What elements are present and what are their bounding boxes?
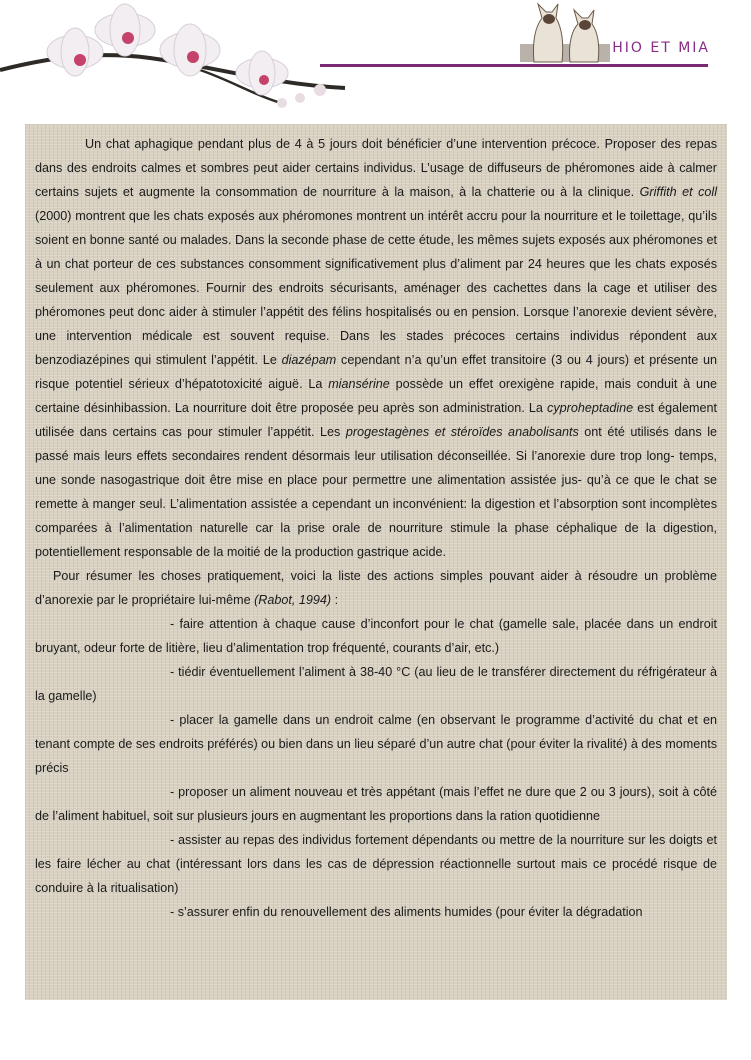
italic-term: diazépam xyxy=(281,353,337,367)
list-item: - assister au repas des individus fortement dépendants ou mettre de la nourriture sur les doigts et les faire lécher au chat (intéressant lors dans les cas de dépression réactionnelle surtout mais ce procédé risque de conduire à la ritualisation) xyxy=(35,833,717,895)
orchid-branch-icon xyxy=(0,0,370,120)
paragraph-anorexia-management: Un chat aphagique pendant plus de 4 à 5 jours doit bénéficier d’une intervention précoce. Proposer des repas dans des endroits calmes et sombres peut aider certains individus. L’usage de diffuseurs de phéromones aide à calmer certains sujets et augmente la consommation de nourriture à la maison, à la chatterie ou à la clinique. Griffith et coll (2000) montrent que les chats exposés aux phéromones montrent un intérêt accru pour la nourriture et le toilettage, qu’ils soient en bonne santé ou malades. Dans la seconde phase de cette étude, les mêmes sujets exposés aux phéromones et à un chat porteur de ces substances consomment significativement plus d’aliment par 24 heures que les chats exposés seulement aux phéromones. Fournir des endroits sécurisants, aménager des cachettes dans la cage et utiliser des phéromones peut donc aider à stimuler l’appétit des félins hospitalisés ou en pension. Lorsque l’anorexie devient sévère, une intervention médicale est souvent requise. Dans les stades précoces certains individus répondent aux benzodiazépines qui stimulent l’appétit. Le diazépam cependant n’a qu’un effet transitoire (3 ou 4 jours) et présente un risque potentiel sérieux d’hépatotoxicité aiguë. La miansérine possède un effet orexigène rapide, mais conduit à une certaine désinhibassion. La nourriture doit être proposée peu après son administration. La cyproheptadine est également utilisée dans certains cas pour stimuler l’appétit. Les progestagènes et stéroïdes anabolisants ont été utilisés dans le passé mais leurs effets secondaires rendent désormais leur utilisation déconseillée. Si l’anorexie dure trop long- temps, une sonde nasogastrique doit être mise en place pour permettre une alimentation assistée jus- qu’à ce que le chat se remette à manger seul. L’alimentation assistée a cependant un inconvénient: la digestion et l’absorption sont incomplètes comparées à l’alimentation naturelle car la prise orale de nourriture stimule la phase céphalique de la digestion, potentiellement responsable de la moitié de la production gastrique acide. xyxy=(35,137,717,559)
list-item: - s’assurer enfin du renouvellement des aliments humides (pour éviter la dégradation xyxy=(170,905,643,919)
brand-name: HIO ET MIA xyxy=(612,40,710,56)
list-item: - tiédir éventuellement l’aliment à 38-40 °C (au lieu de le transférer directement du réfrigérateur à la gamelle) xyxy=(35,665,717,703)
list-item: - faire attention à chaque cause d’inconfort pour le chat (gamelle sale, placée dans un endroit bruyant, odeur forte de litière, lieu d’alimentation trop fréquenté, courants d’air, etc.) xyxy=(35,617,717,655)
header-divider xyxy=(320,64,708,67)
article-body xyxy=(25,124,727,1000)
list-item: - proposer un aliment nouveau et très appétant (mais l’effet ne dure que 2 ou 3 jours), soit à côté de l’aliment habituel, soit sur plusieurs jours en augmentant les proportions dans la ration quotidienne xyxy=(35,785,717,823)
italic-term: progestagènes et stéroïdes anabolisants xyxy=(345,425,579,439)
italic-term: cyproheptadine xyxy=(547,401,634,415)
siamese-cats-icon xyxy=(520,0,610,64)
italic-term: (Rabot, 1994) xyxy=(254,593,332,607)
paragraph-summary-intro: Pour résumer les choses pratiquement, voici la liste des actions simples pouvant aider à résoudre un problème d’anorexie par le propriétaire lui-même (Rabot, 1994) : xyxy=(35,569,717,607)
italic-term: miansérine xyxy=(328,377,390,391)
list-item: - placer la gamelle dans un endroit calme (en observant le programme d’activité du chat et en tenant compte de ses endroits préférés) ou bien dans un lieu séparé d’un autre chat (pour éviter la rivalité) à des moments précis xyxy=(35,713,717,775)
page-header xyxy=(0,0,751,120)
italic-term: Griffith et coll xyxy=(639,185,717,199)
